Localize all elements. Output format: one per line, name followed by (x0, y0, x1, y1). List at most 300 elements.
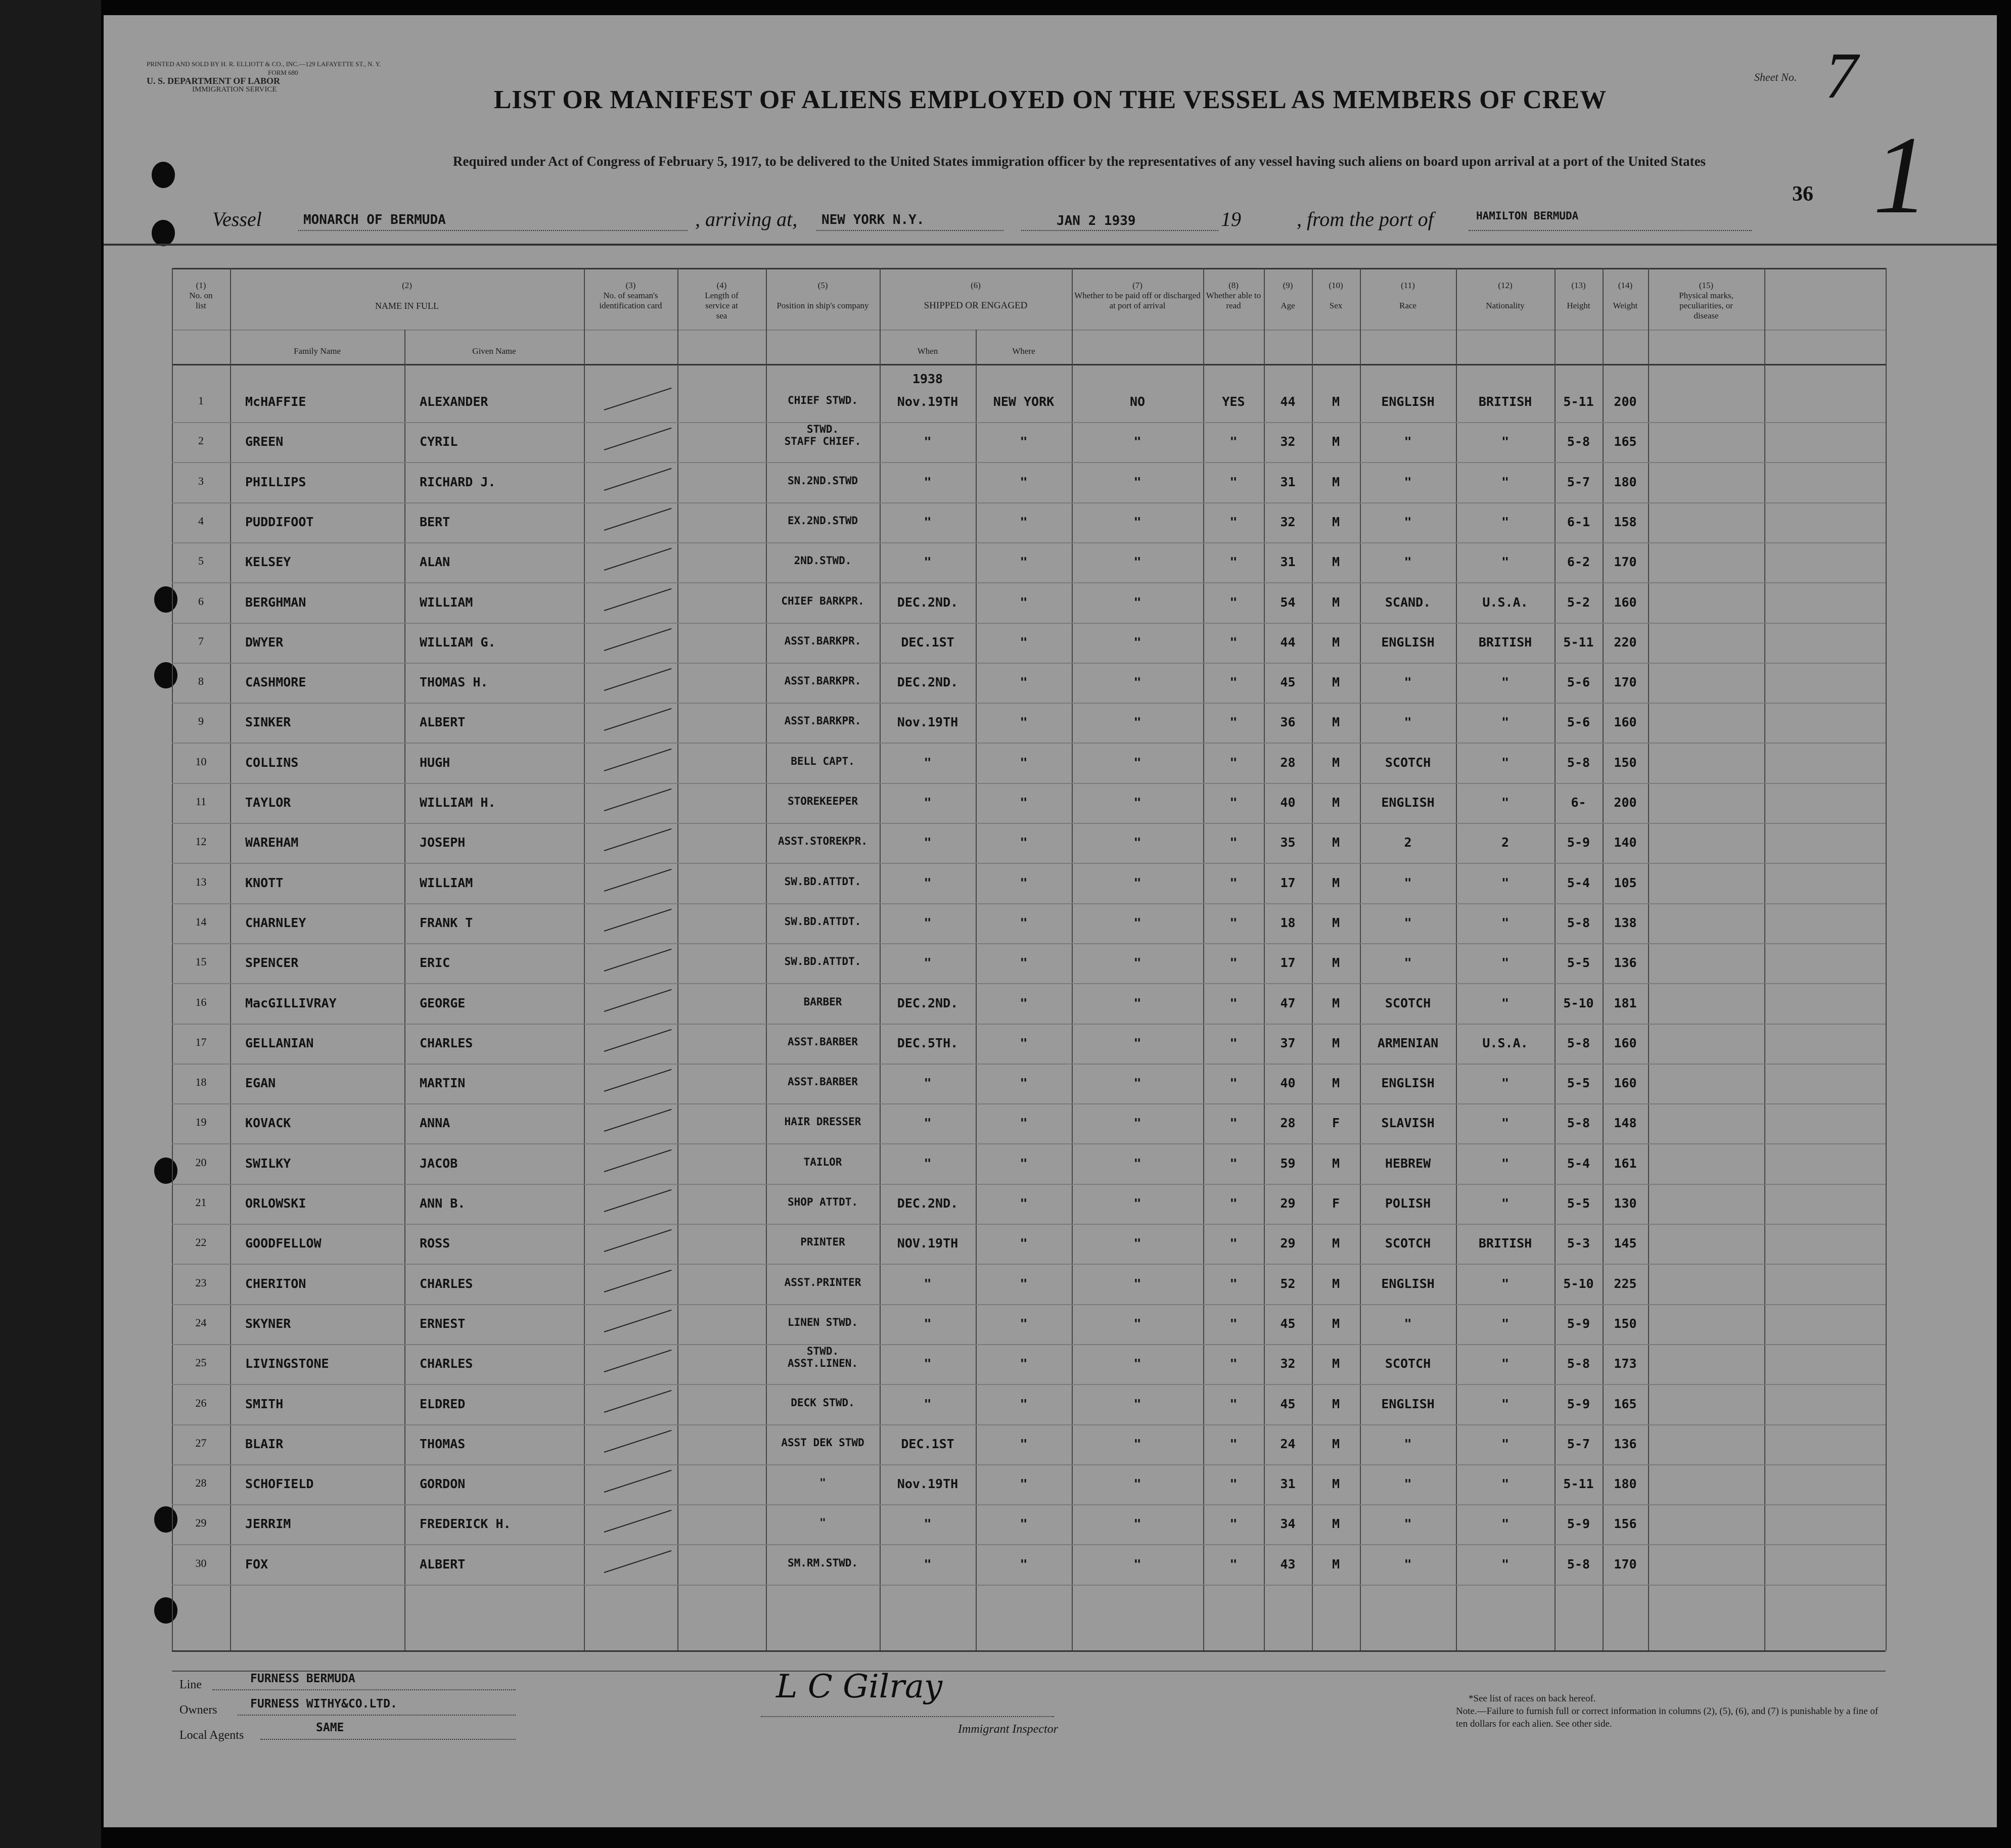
id-card-tick-mark (604, 1109, 672, 1132)
cell-weight: 130 (1614, 1196, 1637, 1211)
cell-sex: M (1332, 514, 1340, 529)
cell-shipped-when: " (924, 915, 932, 930)
cell-age: 44 (1280, 634, 1296, 650)
cell-sex: M (1332, 915, 1340, 930)
cell-weight: 156 (1614, 1516, 1637, 1532)
cell-weight: 160 (1614, 1035, 1637, 1050)
cell-height: 5-8 (1567, 1556, 1590, 1572)
cell-family-name: PUDDIFOOT (245, 514, 314, 529)
cell-paid-off: " (1133, 995, 1141, 1010)
cell-shipped-where: " (1020, 875, 1028, 890)
cell-given-name: THOMAS (420, 1436, 466, 1451)
cell-given-name: GEORGE (420, 995, 466, 1010)
manifest-sheet (104, 15, 1997, 1827)
id-card-tick-mark (604, 388, 672, 410)
cell-nationality: " (1501, 1156, 1510, 1171)
cell-age: 17 (1280, 955, 1296, 971)
cell-position: HAIR DRESSER (784, 1116, 861, 1128)
cell-shipped-where: " (1020, 514, 1028, 529)
scan-margin (0, 0, 101, 1848)
cell-age: 40 (1280, 1076, 1296, 1091)
cell-family-name: SWILKY (245, 1156, 291, 1171)
cell-nationality: " (1501, 795, 1510, 810)
cell-position: CHIEF STWD. (787, 394, 858, 406)
cell-paid-off: NO (1129, 394, 1146, 409)
cell-able-to-read: " (1229, 1116, 1238, 1131)
cell-age: 40 (1280, 795, 1296, 810)
cell-height: 5-6 (1567, 675, 1590, 690)
penalty-note: Note.—Failure to furnish full or correct information in columns (2), (5), (6), and (7) is punishable by a fine of ten dollars for each alien. See other side. (1456, 1706, 1879, 1729)
header-col-13: (13) Height (1567, 281, 1590, 310)
cell-height: 6-2 (1567, 555, 1590, 570)
handwritten-mark: 1 (1873, 113, 1929, 237)
cell-row-number: 7 (198, 634, 204, 648)
cell-family-name: CHERITON (245, 1276, 306, 1291)
cell-given-name: CHARLES (420, 1035, 473, 1050)
cell-paid-off: " (1133, 1356, 1141, 1371)
cell-row-number: 25 (195, 1356, 207, 1369)
cell-height: 5-8 (1567, 1356, 1590, 1371)
cell-shipped-when: " (924, 795, 932, 810)
cell-paid-off: " (1133, 1035, 1141, 1050)
cell-position: SW.BD.ATTDT. (784, 875, 861, 888)
cell-able-to-read: " (1229, 1156, 1238, 1171)
cell-sex: M (1332, 795, 1340, 810)
cell-nationality: " (1501, 1396, 1510, 1411)
header-col-15: (15) Physical marks, peculiarities, or disease (1679, 281, 1733, 320)
cell-age: 31 (1280, 474, 1296, 489)
cell-race: " (1404, 474, 1412, 489)
cell-shipped-where: " (1020, 835, 1028, 850)
cell-age: 32 (1280, 1356, 1296, 1371)
cell-height: 5-5 (1567, 1196, 1590, 1211)
cell-family-name: BLAIR (245, 1436, 284, 1451)
cell-race: " (1404, 1436, 1412, 1451)
cell-position: SW.BD.ATTDT. (784, 915, 861, 928)
cell-age: 36 (1280, 715, 1296, 730)
cell-shipped-where: " (1020, 1116, 1028, 1131)
cell-weight: 165 (1614, 1396, 1637, 1411)
cell-position: ASST.STOREKPR. (778, 835, 867, 848)
cell-position: ASST.BARBER (787, 1035, 858, 1048)
cell-shipped-where: " (1020, 995, 1028, 1010)
cell-row-number: 22 (195, 1236, 207, 1249)
cell-position: SHOP ATTDT. (787, 1196, 858, 1208)
cell-row-number: 12 (195, 835, 207, 848)
header-family-name: Family Name (293, 346, 341, 356)
cell-shipped-where: " (1020, 1156, 1028, 1171)
header-where: Where (1012, 346, 1035, 356)
cell-able-to-read: " (1229, 875, 1238, 890)
cell-row-number: 24 (195, 1316, 207, 1329)
cell-age: 45 (1280, 1396, 1296, 1411)
cell-given-name: JOSEPH (420, 835, 466, 850)
cell-shipped-when: DEC.2ND. (897, 1196, 958, 1211)
cell-row-number: 21 (195, 1196, 207, 1209)
cell-row-number: 23 (195, 1276, 207, 1289)
cell-weight: 200 (1614, 394, 1637, 409)
cell-weight: 160 (1614, 1076, 1637, 1091)
inspector-label: Immigrant Inspector (958, 1723, 1058, 1736)
cell-able-to-read: " (1229, 434, 1238, 449)
cell-sex: M (1332, 434, 1340, 449)
cell-weight: 150 (1614, 755, 1637, 770)
cell-nationality: BRITISH (1478, 634, 1532, 650)
id-card-tick-mark (604, 1310, 672, 1332)
cell-sex: M (1332, 594, 1340, 610)
cell-age: 29 (1280, 1236, 1296, 1251)
id-card-tick-mark (604, 868, 672, 891)
cell-nationality: " (1501, 1316, 1510, 1331)
cell-able-to-read: " (1229, 1316, 1238, 1331)
cell-paid-off: " (1133, 835, 1141, 850)
cell-shipped-when: " (924, 1116, 932, 1131)
cell-height: 5-8 (1567, 1116, 1590, 1131)
cell-race: HEBREW (1385, 1156, 1431, 1171)
cell-shipped-when: " (924, 1396, 932, 1411)
cell-weight: 158 (1614, 514, 1637, 529)
cell-shipped-where: " (1020, 1556, 1028, 1572)
cell-family-name: EGAN (245, 1076, 276, 1091)
cell-family-name: MacGILLIVRAY (245, 995, 337, 1010)
cell-shipped-when: DEC.2ND. (897, 675, 958, 690)
cell-nationality: " (1501, 875, 1510, 890)
cell-row-number: 15 (195, 955, 207, 968)
cell-family-name: GREEN (245, 434, 284, 449)
cell-able-to-read: " (1229, 915, 1238, 930)
cell-paid-off: " (1133, 555, 1141, 570)
cell-race: " (1404, 514, 1412, 529)
cell-nationality: U.S.A. (1482, 594, 1528, 610)
cell-nationality: " (1501, 1436, 1510, 1451)
cell-able-to-read: " (1229, 1035, 1238, 1050)
cell-sex: M (1332, 1035, 1340, 1050)
cell-shipped-when: Nov.19TH (897, 715, 958, 730)
cell-paid-off: " (1133, 634, 1141, 650)
cell-position: BARBER (803, 995, 842, 1008)
id-card-tick-mark (604, 1149, 672, 1172)
cell-weight: 170 (1614, 555, 1637, 570)
cell-given-name: CHARLES (420, 1356, 473, 1371)
cell-position: STWD. ASST.LINEN. (787, 1345, 858, 1370)
cell-family-name: ORLOWSKI (245, 1196, 306, 1211)
id-card-tick-mark (604, 1269, 672, 1292)
cell-race: ARMENIAN (1377, 1035, 1439, 1050)
cell-row-number: 1 (198, 394, 204, 407)
cell-family-name: SINKER (245, 715, 291, 730)
cell-row-number: 4 (198, 514, 204, 527)
header-col-2: (2) NAME IN FULL (375, 281, 439, 311)
id-card-tick-mark (604, 1350, 672, 1372)
cell-shipped-where: " (1020, 555, 1028, 570)
cell-able-to-read: " (1229, 1076, 1238, 1091)
id-card-tick-mark (604, 1510, 672, 1533)
cell-family-name: SCHOFIELD (245, 1476, 314, 1492)
cell-race: ENGLISH (1381, 1076, 1435, 1091)
cell-weight: 170 (1614, 1556, 1637, 1572)
cell-weight: 225 (1614, 1276, 1637, 1291)
cell-nationality: " (1501, 1276, 1510, 1291)
cell-height: 5-9 (1567, 1516, 1590, 1532)
cell-family-name: CHARNLEY (245, 915, 306, 930)
cell-nationality: " (1501, 434, 1510, 449)
cell-shipped-when: " (924, 1076, 932, 1091)
binder-hole (152, 220, 175, 246)
id-card-tick-mark (604, 1390, 672, 1412)
cell-shipped-when: " (924, 1556, 932, 1572)
cell-position: ASST.PRINTER (784, 1276, 861, 1288)
races-note: *See list of races on back hereof. (1469, 1693, 1596, 1704)
owners-value: FURNESS WITHY&CO.LTD. (250, 1697, 397, 1711)
cell-shipped-where: " (1020, 1396, 1028, 1411)
cell-sex: M (1332, 1396, 1340, 1411)
cell-given-name: WILLIAM (420, 875, 473, 890)
local-agents-label: Local Agents (179, 1729, 244, 1742)
cell-shipped-where: " (1020, 1436, 1028, 1451)
cell-given-name: ALAN (420, 555, 450, 570)
cell-weight: 161 (1614, 1156, 1637, 1171)
header-col-3: (3) No. of seaman's identification card (599, 281, 662, 310)
cell-row-number: 20 (195, 1156, 207, 1169)
cell-age: 44 (1280, 394, 1296, 409)
cell-shipped-where: " (1020, 1516, 1028, 1532)
line-value: FURNESS BERMUDA (250, 1672, 355, 1685)
cell-given-name: BERT (420, 514, 450, 529)
cell-paid-off: " (1133, 1116, 1141, 1131)
cell-sex: M (1332, 715, 1340, 730)
arrival-date: JAN 2 1939 (1057, 213, 1136, 228)
cell-able-to-read: " (1229, 1476, 1238, 1492)
cell-able-to-read: " (1229, 795, 1238, 810)
cell-nationality: " (1501, 1476, 1510, 1492)
cell-paid-off: " (1133, 1236, 1141, 1251)
cell-given-name: JACOB (420, 1156, 458, 1171)
cell-nationality: " (1501, 675, 1510, 690)
id-card-tick-mark (604, 628, 672, 651)
cell-given-name: ALBERT (420, 715, 466, 730)
cell-weight: 150 (1614, 1316, 1637, 1331)
cell-able-to-read: " (1229, 1516, 1238, 1532)
cell-age: 32 (1280, 434, 1296, 449)
cell-sex: M (1332, 1156, 1340, 1171)
id-card-tick-mark (604, 989, 672, 1011)
cell-race: ENGLISH (1381, 634, 1435, 650)
cell-position: ASST DEK STWD (781, 1436, 864, 1449)
cell-age: 59 (1280, 1156, 1296, 1171)
cell-weight: 220 (1614, 634, 1637, 650)
header-given-name: Given Name (472, 346, 516, 356)
id-card-tick-mark (604, 1430, 672, 1453)
cell-race: ENGLISH (1381, 1276, 1435, 1291)
cell-paid-off: " (1133, 514, 1141, 529)
cell-height: 5-9 (1567, 1396, 1590, 1411)
header-col-14: (14) Weight (1613, 281, 1638, 310)
cell-able-to-read: " (1229, 1396, 1238, 1411)
cell-age: 35 (1280, 835, 1296, 850)
vessel-label: Vessel (212, 208, 262, 230)
cell-position: ASST.BARBER (787, 1076, 858, 1088)
cell-weight: 136 (1614, 955, 1637, 971)
printer-line: PRINTED AND SOLD BY H. R. ELLIOTT & CO., INC.—129 LAFAYETTE ST., N. Y. (147, 60, 381, 68)
cell-able-to-read: " (1229, 474, 1238, 489)
cell-family-name: DWYER (245, 634, 284, 650)
cell-shipped-when: DEC.2ND. (897, 995, 958, 1010)
cell-weight: 181 (1614, 995, 1637, 1010)
cell-row-number: 2 (198, 434, 204, 447)
cell-position: TAILOR (803, 1156, 842, 1168)
cell-sex: M (1332, 394, 1340, 409)
cell-paid-off: " (1133, 1076, 1141, 1091)
cell-sex: M (1332, 1556, 1340, 1572)
cell-shipped-when: DEC.1ST (901, 1436, 954, 1451)
cell-able-to-read: " (1229, 1356, 1238, 1371)
cell-race: SCOTCH (1385, 1236, 1431, 1251)
cell-sex: M (1332, 1356, 1340, 1371)
cell-nationality: " (1501, 1076, 1510, 1091)
cell-position: SN.2ND.STWD (787, 474, 858, 487)
cell-age: 34 (1280, 1516, 1296, 1532)
cell-able-to-read: YES (1222, 394, 1245, 409)
cell-given-name: GORDON (420, 1476, 466, 1492)
cell-race: ENGLISH (1381, 1396, 1435, 1411)
cell-weight: 160 (1614, 594, 1637, 610)
header-col-5: (5) Position in ship's company (776, 281, 869, 310)
cell-paid-off: " (1133, 1516, 1141, 1532)
cell-family-name: KOVACK (245, 1116, 291, 1131)
cell-family-name: KNOTT (245, 875, 284, 890)
cell-position: " (819, 1476, 826, 1489)
cell-shipped-when: " (924, 755, 932, 770)
cell-paid-off: " (1133, 715, 1141, 730)
cell-shipped-where: " (1020, 1196, 1028, 1211)
id-card-tick-mark (604, 1069, 672, 1092)
cell-position: " (819, 1516, 826, 1529)
cell-weight: 173 (1614, 1356, 1637, 1371)
cell-shipped-when: " (924, 474, 932, 489)
id-card-tick-mark (604, 428, 672, 450)
cell-weight: 160 (1614, 715, 1637, 730)
cell-race: SCOTCH (1385, 755, 1431, 770)
cell-position: ASST.BARKPR. (784, 634, 861, 647)
arriving-label: , arriving at, (695, 208, 798, 230)
cell-shipped-when: " (924, 1276, 932, 1291)
cell-able-to-read: " (1229, 1276, 1238, 1291)
cell-sex: M (1332, 474, 1340, 489)
header-col-9: (9) Age (1281, 281, 1295, 310)
vessel-name: MONARCH OF BERMUDA (303, 212, 446, 227)
cell-weight: 105 (1614, 875, 1637, 890)
cell-weight: 138 (1614, 915, 1637, 930)
cell-nationality: " (1501, 755, 1510, 770)
cell-height: 5-10 (1563, 1276, 1594, 1291)
cell-family-name: JERRIM (245, 1516, 291, 1532)
id-card-tick-mark (604, 1229, 672, 1252)
cell-paid-off: " (1133, 955, 1141, 971)
cell-age: 32 (1280, 514, 1296, 529)
cell-nationality: U.S.A. (1482, 1035, 1528, 1050)
cell-race: SCOTCH (1385, 1356, 1431, 1371)
cell-race: " (1404, 1556, 1412, 1572)
sheet-number: 7 (1825, 39, 1858, 112)
cell-race: " (1404, 1316, 1412, 1331)
cell-sex: M (1332, 1276, 1340, 1291)
cell-height: 5-7 (1567, 474, 1590, 489)
cell-able-to-read: " (1229, 594, 1238, 610)
cell-height: 5-4 (1567, 1156, 1590, 1171)
cell-shipped-when: DEC.2ND. (897, 594, 958, 610)
cell-nationality: " (1501, 915, 1510, 930)
cell-shipped-where: " (1020, 795, 1028, 810)
cell-nationality: 2 (1501, 835, 1510, 850)
handwritten-number: 36 (1792, 182, 1813, 206)
cell-paid-off: " (1133, 675, 1141, 690)
cell-height: 5-11 (1563, 634, 1594, 650)
cell-given-name: CYRIL (420, 434, 458, 449)
cell-shipped-where: " (1020, 1356, 1028, 1371)
cell-shipped-when: NOV.19TH (897, 1236, 958, 1251)
cell-row-number: 16 (195, 995, 207, 1008)
header-col-11: (11) Race (1399, 281, 1416, 310)
cell-sex: M (1332, 1516, 1340, 1532)
id-card-tick-mark (604, 1189, 672, 1212)
cell-given-name: MARTIN (420, 1076, 466, 1091)
cell-age: 54 (1280, 594, 1296, 610)
cell-sex: M (1332, 955, 1340, 971)
owners-label: Owners (179, 1703, 217, 1717)
cell-family-name: FOX (245, 1556, 268, 1572)
cell-row-number: 30 (195, 1556, 207, 1569)
cell-shipped-when: Nov.19TH (897, 394, 958, 409)
cell-weight: 200 (1614, 795, 1637, 810)
cell-row-number: 29 (195, 1516, 207, 1530)
cell-weight: 140 (1614, 835, 1637, 850)
cell-height: 5-9 (1567, 1316, 1590, 1331)
cell-height: 5-5 (1567, 955, 1590, 971)
cell-able-to-read: " (1229, 835, 1238, 850)
cell-race: " (1404, 1476, 1412, 1492)
cell-paid-off: " (1133, 1196, 1141, 1211)
cell-given-name: ALBERT (420, 1556, 466, 1572)
cell-race: " (1404, 955, 1412, 971)
cell-position: STWD. STAFF CHIEF. (784, 423, 861, 448)
cell-shipped-where: " (1020, 1076, 1028, 1091)
cell-shipped-when: " (924, 1356, 932, 1371)
cell-family-name: BERGHMAN (245, 594, 306, 610)
cell-family-name: PHILLIPS (245, 474, 306, 489)
cell-age: 28 (1280, 1116, 1296, 1131)
cell-nationality: " (1501, 995, 1510, 1010)
cell-family-name: COLLINS (245, 755, 299, 770)
form-number: FORM 680 (268, 69, 298, 76)
cell-race: 2 (1404, 835, 1412, 850)
cell-sex: M (1332, 1476, 1340, 1492)
cell-sex: M (1332, 755, 1340, 770)
header-col-1: (1) No. on list (189, 281, 213, 310)
cell-race: " (1404, 434, 1412, 449)
cell-nationality: " (1501, 474, 1510, 489)
cell-shipped-when: " (924, 835, 932, 850)
cell-paid-off: " (1133, 474, 1141, 489)
header-when: When (917, 346, 938, 356)
cell-race: " (1404, 675, 1412, 690)
cell-race: SLAVISH (1381, 1116, 1435, 1131)
cell-shipped-when: " (924, 514, 932, 529)
id-card-tick-mark (604, 789, 672, 811)
cell-height: 5-4 (1567, 875, 1590, 890)
cell-sex: M (1332, 995, 1340, 1010)
cell-row-number: 28 (195, 1476, 207, 1490)
cell-shipped-where: " (1020, 1316, 1028, 1331)
